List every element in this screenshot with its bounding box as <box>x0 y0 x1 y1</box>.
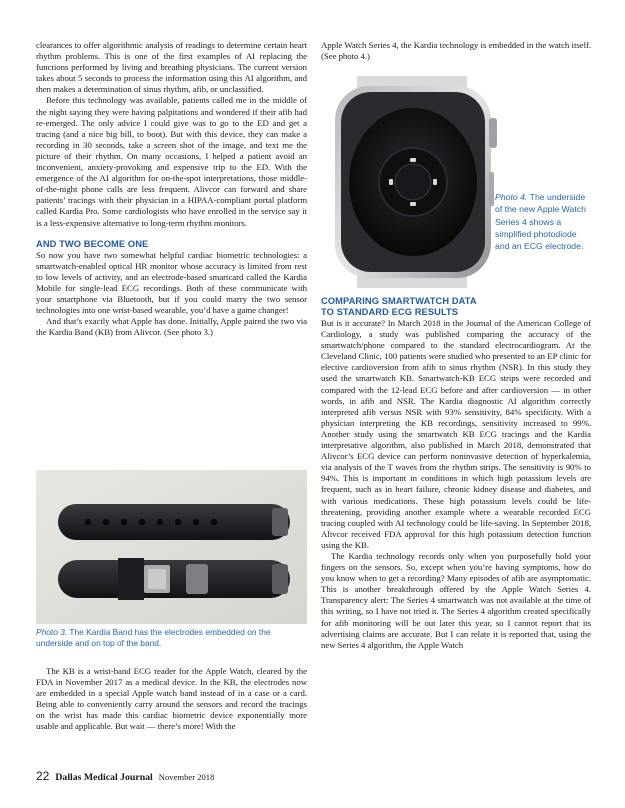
right-column-top <box>321 40 591 62</box>
kardia-band-photo <box>36 470 307 624</box>
photo-4-caption <box>495 191 589 252</box>
section-heading: AND TWO BECOME ONE <box>36 238 149 249</box>
paragraph: But is it accurate? In March 2018 in the Journal of the American College of Cardiology, a study was published comparing the accuracy of the smartwatch/phone compared to the standard electrocardiogram. At the Cleveland Clinic, 100 patients were studied who presented to an EP clinic for elective cardioversion from afib to sinus rhythm (NSR). In this study they used the smartwatch KB. Smartwatch-KB ECG strips were recorded and compared with the 12-lead ECG before and after cardioversion — in other words, in afib and NSR. The Kardia diagnostic AI algorithm correctly interpreted afib versus NSR with 93% sensitivity, 84% specificity. With a physician interpreting the KB recordings, sensitivity increased to 99%. Another study using the smartwatch KB ECG tracings and the Kardia interpretative algorithm, also published in March 2018, demonstrated that Alivcor’s ECG device can perform noninvasive detection of hyperkalemia, via analysis of the T waves from the rhythm strips. The sensitivity is 90% to 94%. This is important in conditions in which high potassium levels are frequent, such as in heart failure, chronic kidney disease and diabetes, and with various medications. These high potassium levels could be life-threatening, providing another example where a wearable recorded ECG tracing coupled with AI technology could be life-saving. In September 2018, Alivcor received FDA approval for this high potassium detection function using the KB. <box>321 318 591 550</box>
paragraph: The KB is a wrist-band ECG reader for the Apple Watch, cleared by the FDA in November 2017 as a medical device. In the KB, the electrodes now are embedded in a special Apple watch band instead of in a case or a card. Being able to conveniently carry around the sensors and record the tracings on the wrist has made this cardiac biometric device exponentially more usable and applicable. But wait — there’s more! With the <box>36 666 307 732</box>
paragraph: Apple Watch Series 4, the Kardia technology is embedded in the watch itself. (See photo 4.) <box>321 40 591 62</box>
paragraph: And that’s exactly what Apple has done. Initially, Apple paired the two via the Kardia Band (KB) from Alivcor. (See photo 3.) <box>36 316 307 338</box>
photo-4-frame <box>321 76 591 288</box>
page-footer <box>36 769 214 783</box>
apple-watch-photo <box>321 76 591 288</box>
photo-3-caption-text: The Kardia Band has the electrodes embedded on the underside and on top of the band. <box>36 627 271 648</box>
left-column-bottom <box>36 666 307 733</box>
issue-date: November 2018 <box>158 772 215 782</box>
publication-name: Dallas Medical Journal <box>55 772 153 783</box>
photo-3-caption <box>36 627 307 649</box>
section-heading-line-2: TO STANDARD ECG RESULTS <box>321 307 459 317</box>
photo-3-frame <box>36 470 307 624</box>
section-heading <box>321 296 591 318</box>
section-heading-line-1: COMPARING SMARTWATCH DATA <box>321 296 477 306</box>
photo-4-caption-text: The underside of the new Apple Watch Series 4 shows a simplified photodiode and an ECG electrode. <box>495 192 586 252</box>
left-column <box>36 40 307 338</box>
page-number: 22 <box>36 769 50 783</box>
paragraph: The Kardia technology records only when you purposefully hold your fingers on the sensors. So, except when you’re having symptoms, how do you know when to get a recording? Many episodes of afib are asymptomatic. This is another breakthrough offered by the Apple Watch Series 4. Transparency alert: The Series 4 smartwatch was not available at the time of this writing, so I have not tried it. The Series 4 algorithm created specifically for afib monitoring will be out later this year, so I cannot report that its advertising claims are accurate. But I can relate it is reported that, using the new Series 4 algorithm, the Apple Watch <box>321 550 591 650</box>
paragraph: So now you have two somewhat helpful cardiac biometric technologies: a smartwatch-enabled optical HR monitor whose accuracy is limited from rest to low levels of activity, and an electrode-based smartcard called the Kardia Mobile for single-lead ECG recordings. Both of these communicate with your smartphone via Bluetooth, but if you could marry the two sensor technologies into one wrist-based wearable, you’d have a game changer! <box>36 249 307 316</box>
paragraph: Before this technology was available, patients called me in the middle of the night saying they were having palpitations and wondered if their afib had re-emerged. The only advice I could give was to go to the ED and get a tracing (and a nice big bill, to boot). But with this device, they can make a recording in 30 seconds, take a screen shot of the image, and text me the picture of their rhythm. On many occasions, I helped a patient avoid an inconvenient, anxiety-provoking and expensive trip to the ED. With the emergence of the AI algorithm for on-the-spot interpretations, those middle-of-the-night phone calls are less frequent. Alivcor can forward and share patients’ tracings with their physician in a HIPAA-compliant portal platform called Kardia Pro. Some cardiologists who have enrolled in the service say it is a less-expensive alternative to long-term rhythm monitors. <box>36 95 307 228</box>
right-column <box>321 296 591 651</box>
photo-3-label: Photo 3. <box>36 627 68 637</box>
photo-4-label: Photo 4. <box>495 192 528 202</box>
paragraph: clearances to offer algorithmic analysis of readings to determine certain heart rhythm problems. This is one of the first examples of AI replacing the functions performed by living and breathing physicians. The current version takes about 5 seconds to process the information using this AI algorithm, and then makes a determination of sinus rhythm, afib, or unclassified. <box>36 40 307 95</box>
